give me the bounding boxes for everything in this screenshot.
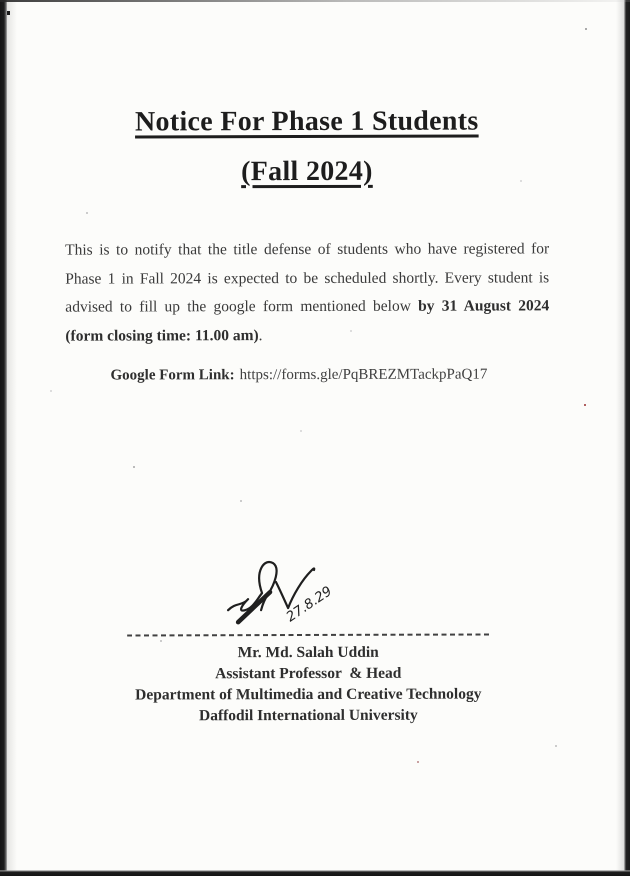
scan-edge-left (0, 0, 7, 876)
google-form-link-line (65, 362, 549, 387)
signatory-block (66, 633, 550, 726)
body-line-4-period: . (258, 326, 263, 344)
scan-shadow-left (7, 0, 17, 876)
body-line-3-text: advised to fill up the google form mentioned below (65, 297, 419, 316)
notice-title (65, 103, 549, 190)
signatory-name: Mr. Md. Salah Uddin (237, 643, 379, 662)
notice-content (64, 0, 550, 725)
body-line-3 (65, 292, 549, 322)
notice-title-line1: Notice For Phase 1 Students (134, 105, 479, 138)
scan-artifact-mark (7, 11, 10, 15)
deadline-text: by 31 August 2024 (418, 297, 550, 315)
scan-edge-right (624, 0, 630, 876)
body-line-1: This is to notify that the title defense of students who have registered for (65, 240, 550, 259)
signature-date: 27.8.29 (283, 583, 336, 626)
closing-time-text: (form closing time: 11.00 am) (65, 326, 259, 345)
google-form-url: https://forms.gle/PqBREZMTackpPaQ17 (239, 366, 488, 384)
handwritten-signature (214, 552, 359, 644)
signature-scribble (228, 562, 277, 611)
body-line-4 (65, 321, 549, 351)
signatory-designation: Assistant Professor & Head (215, 664, 402, 683)
google-form-link-label: Google Form Link: (110, 367, 235, 384)
scan-edge-bottom (0, 870, 630, 876)
body-line-2: Phase 1 in Fall 2024 is expected to be scheduled shortly. Every student is (65, 268, 550, 288)
signature-dashed-line (127, 634, 489, 637)
scan-noise (0, 0, 2, 2)
scan-shadow-right (616, 0, 624, 876)
notice-body (65, 235, 549, 350)
notice-title-line2: (Fall 2024) (241, 155, 373, 188)
signatory-university: Daffodil International University (198, 706, 418, 725)
signatory-department: Department of Multimedia and Creative Technology (135, 685, 482, 704)
